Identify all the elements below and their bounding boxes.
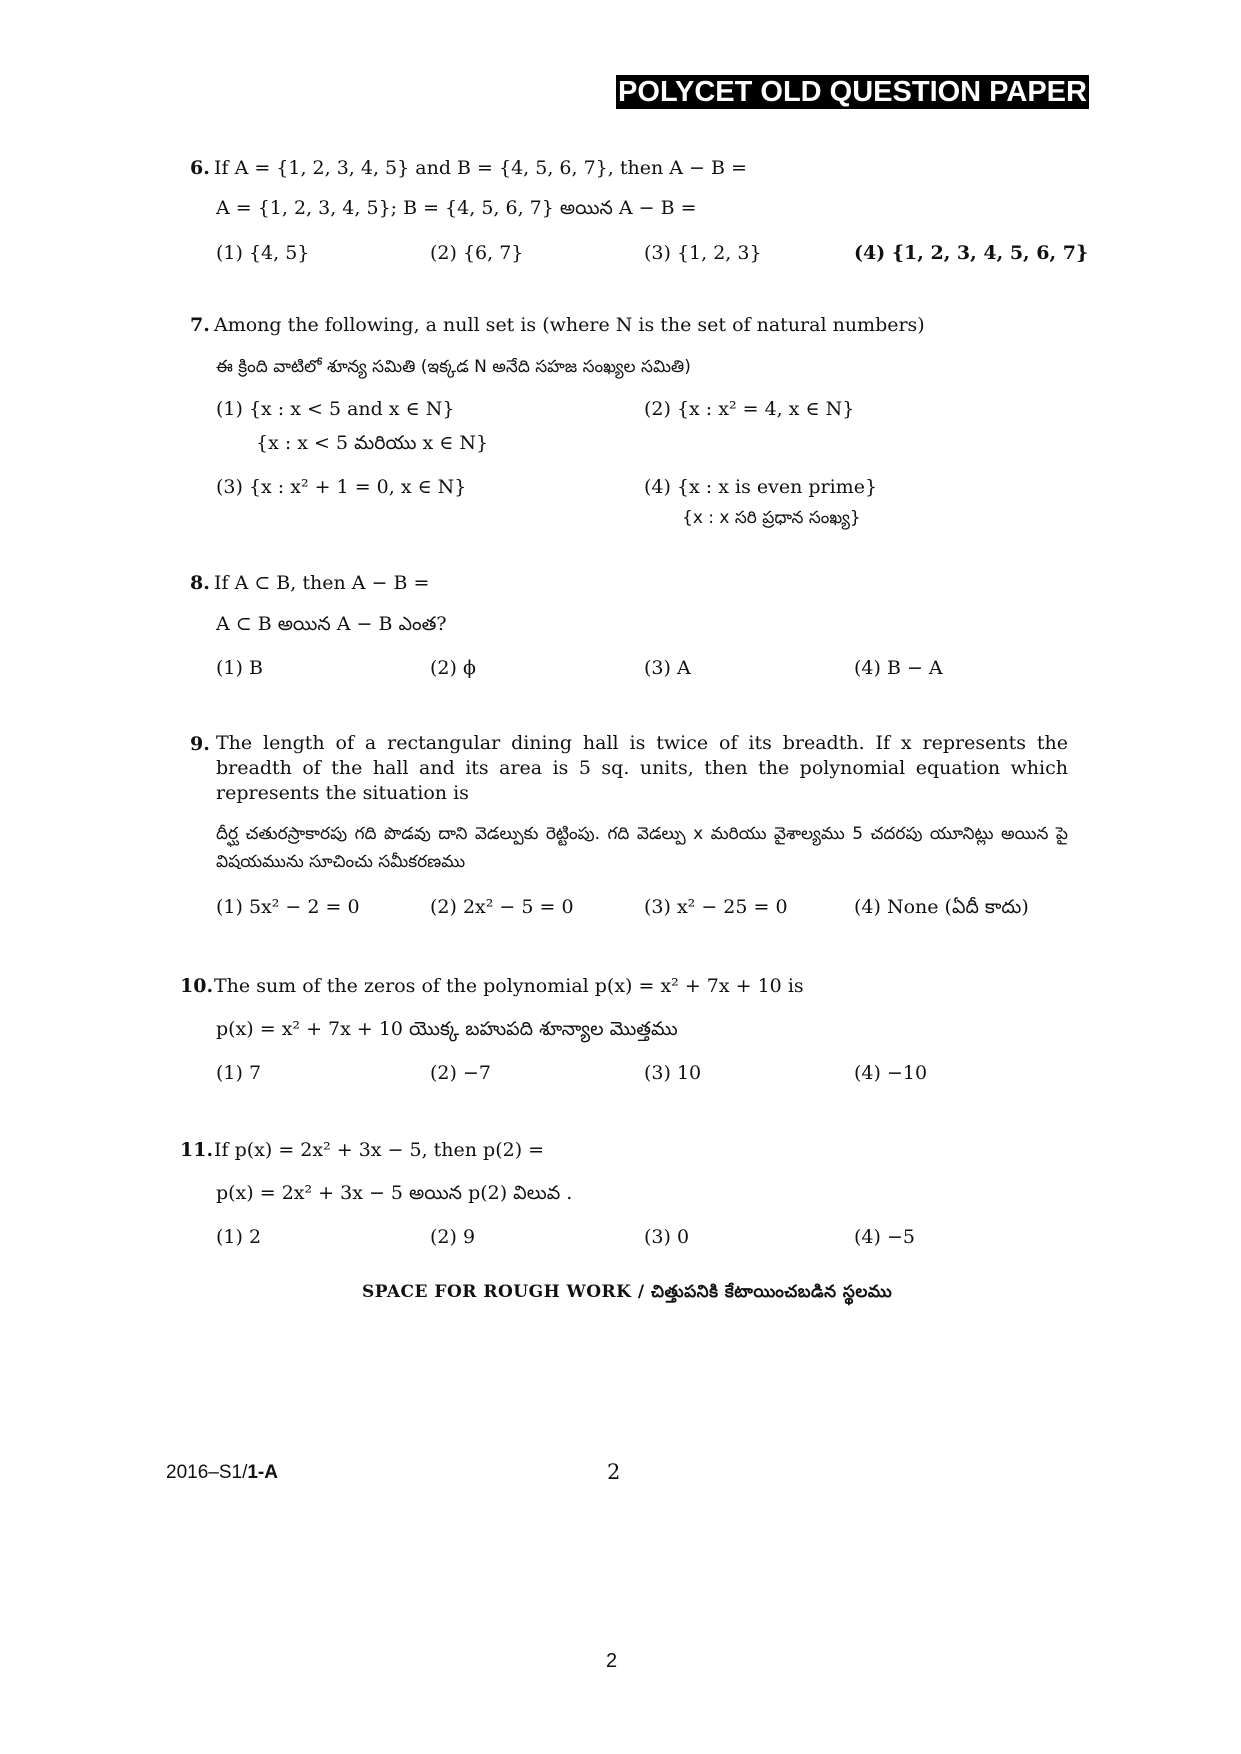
option-1: (1) {x : x < 5 and x ∈ N} <box>216 398 455 420</box>
option-4: (4) −10 <box>854 1062 928 1084</box>
question-number: 11. <box>180 1139 214 1161</box>
option-2: (2) 2x² − 5 = 0 <box>430 896 574 918</box>
question-text-en: If p(x) = 2x² + 3x − 5, then p(2) = <box>214 1139 545 1161</box>
question-text-en: Among the following, a null set is (where N is the set of natural numbers) <box>214 314 925 336</box>
question-text-te: A = {1, 2, 3, 4, 5}; B = {4, 5, 6, 7} అయిన A − B = <box>216 197 697 219</box>
paper-code-prefix: 2016–S1/ <box>166 1462 248 1483</box>
page-number: 2 <box>607 1460 621 1484</box>
question-text-te: దీర్ఘ చతురస్రాకారపు గది పొడవు దాని వెడల్పుకు రెట్టింపు. గది వెడల్పు x మరియు వైశాల్యము 5 చదరపు యూనిట్లు అయిన పై విషయమును సూచించు సమీకరణము <box>216 824 1068 872</box>
option-3: (3) x² − 25 = 0 <box>644 896 788 918</box>
option-4: (4) None (ఏదీ కాదు) <box>854 896 1029 918</box>
option-3: (3) {x : x² + 1 = 0, x ∈ N} <box>216 476 467 498</box>
question-text-en: The length of a rectangular dining hall is twice of its breadth. If x represents the breadth of the hall and its area is 5 sq. units, then the polynomial equation which represents the situation is <box>216 732 1068 804</box>
option-1: (1) B <box>216 657 263 679</box>
question-number: 6. <box>190 157 210 179</box>
option-2: (2) ϕ <box>430 657 476 679</box>
option-4: (4) {1, 2, 3, 4, 5, 6, 7} <box>854 242 1089 264</box>
option-1-te: {x : x < 5 మరియు x ∈ N} <box>256 432 489 454</box>
option-3: (3) 10 <box>644 1062 702 1084</box>
paper-code-suffix: 1-A <box>247 1462 278 1483</box>
rough-work-label: SPACE FOR ROUGH WORK / చిత్తుపనికి కేటాయించబడిన స్థలము <box>362 1282 893 1302</box>
option-3: (3) 0 <box>644 1226 690 1248</box>
option-2: (2) {6, 7} <box>430 242 524 264</box>
question-text-te: p(x) = x² + 7x + 10 యొక్క బహుపది శూన్యాల మొత్తము <box>216 1018 678 1040</box>
header-banner: POLYCET OLD QUESTION PAPER <box>616 75 1089 109</box>
option-3: (3) A <box>644 657 691 679</box>
page-number-bottom: 2 <box>606 1650 618 1672</box>
question-text-te: ఈ క్రింది వాటిలో శూన్య సమితి (ఇక్కడ N అనేది సహజ సంఖ్యల సమితి) <box>216 357 691 377</box>
option-4: (4) −5 <box>854 1226 915 1248</box>
option-1: (1) 2 <box>216 1226 262 1248</box>
option-1: (1) {4, 5} <box>216 242 310 264</box>
option-2: (2) 9 <box>430 1226 476 1248</box>
option-2: (2) −7 <box>430 1062 491 1084</box>
option-2: (2) {x : x² = 4, x ∈ N} <box>644 398 855 420</box>
option-4: (4) B − A <box>854 657 943 679</box>
question-text-te: A ⊂ B అయిన A − B ఎంత? <box>216 613 447 635</box>
question-number: 9. <box>190 733 210 755</box>
option-1: (1) 7 <box>216 1062 262 1084</box>
question-text-en: If A = {1, 2, 3, 4, 5} and B = {4, 5, 6, 7}, then A − B = <box>214 157 747 179</box>
option-3: (3) {1, 2, 3} <box>644 242 762 264</box>
question-text-en: The sum of the zeros of the polynomial p(x) = x² + 7x + 10 is <box>214 975 804 997</box>
paper-code <box>166 1462 278 1484</box>
question-number: 7. <box>190 314 210 336</box>
question-number: 10. <box>180 975 214 997</box>
option-1: (1) 5x² − 2 = 0 <box>216 896 360 918</box>
question-number: 8. <box>190 572 210 594</box>
question-text-te: p(x) = 2x² + 3x − 5 అయిన p(2) విలువ . <box>216 1182 573 1204</box>
option-4-te: {x : x సరి ప్రధాన సంఖ్య} <box>682 508 861 528</box>
option-4: (4) {x : x is even prime} <box>644 476 878 498</box>
question-text-en: If A ⊂ B, then A − B = <box>214 572 430 594</box>
